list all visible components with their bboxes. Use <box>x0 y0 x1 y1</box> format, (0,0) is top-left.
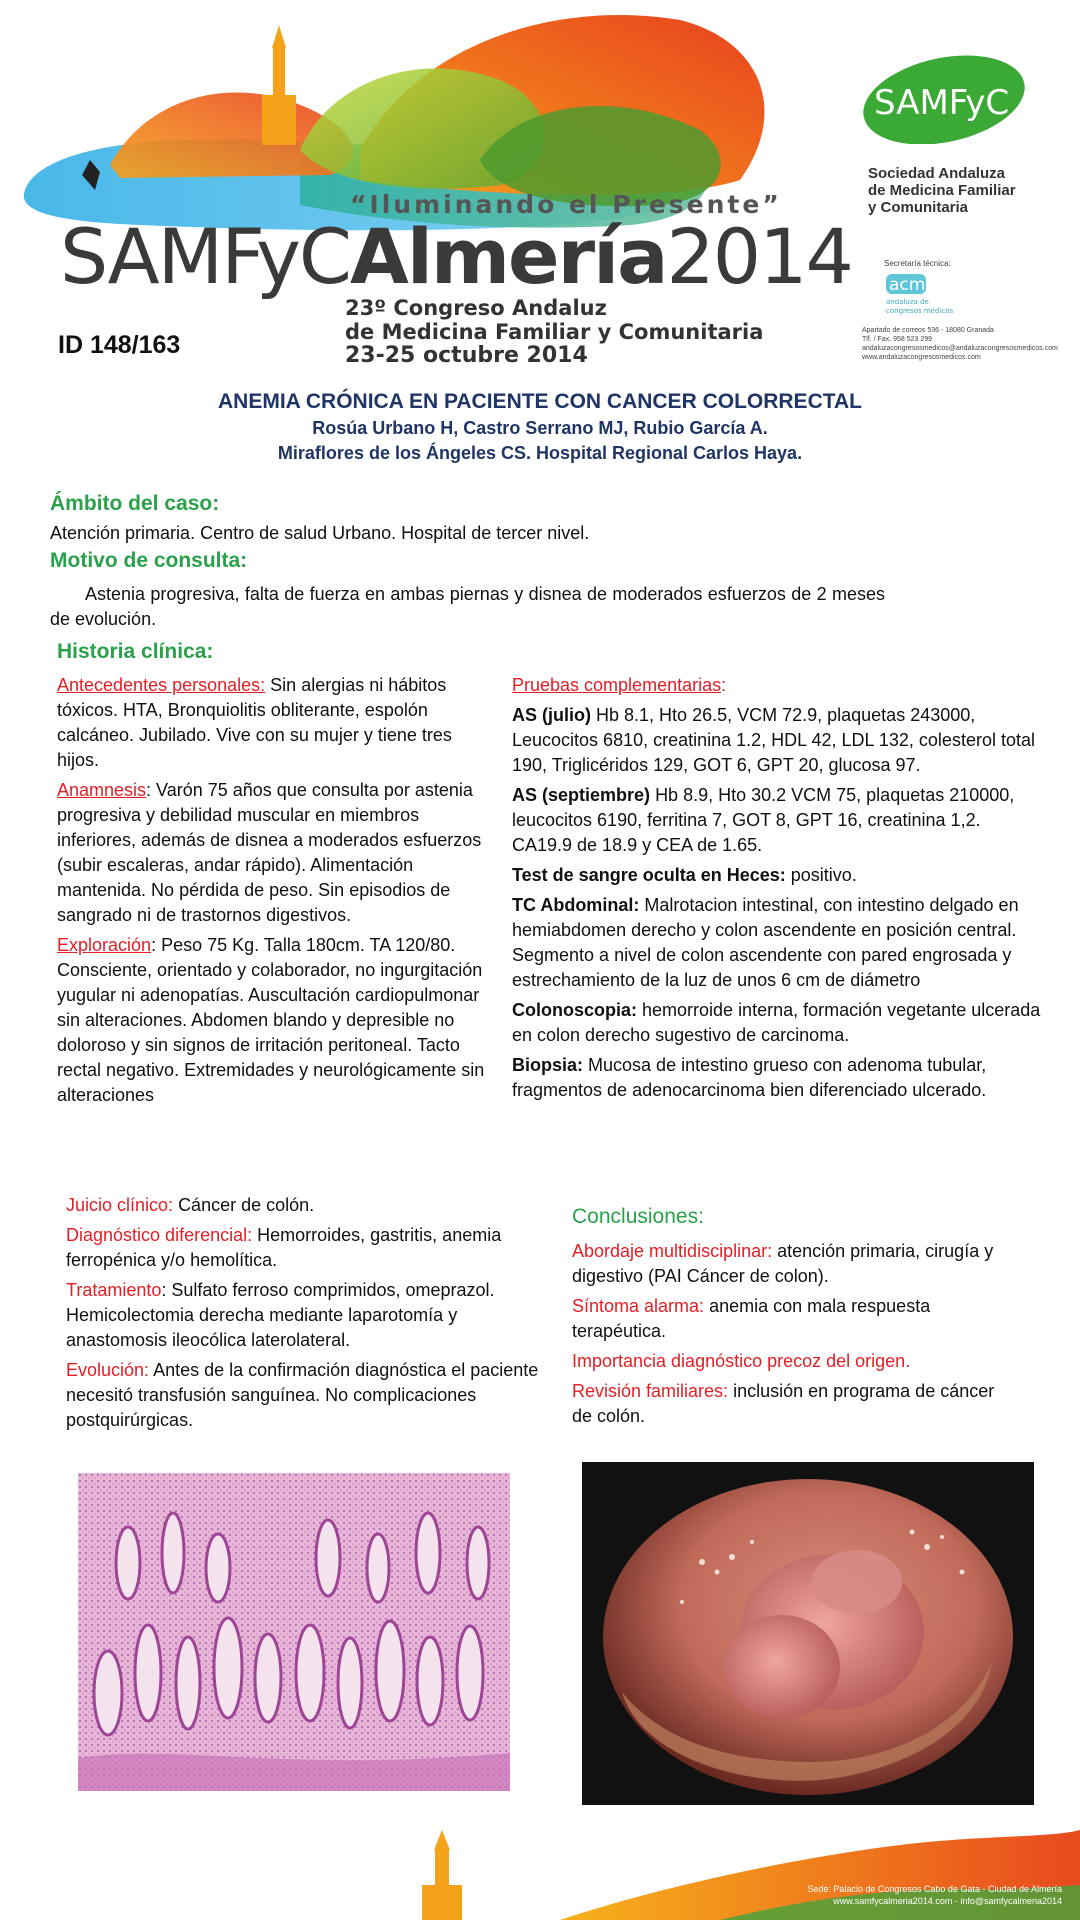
society-line-3: y Comunitaria <box>868 199 969 216</box>
antecedentes-label: Antecedentes personales: <box>57 675 266 695</box>
pruebas-column <box>512 673 1042 1108</box>
society-line-2: de Medicina Familiar <box>868 182 1016 199</box>
conclusiones-column <box>572 1239 1012 1434</box>
tratamiento-text: : Sulfato ferroso comprimidos, omeprazol. Hemicolectomia derecha mediante laparotomía y anastomosis ileocólica laterolateral. <box>66 1280 495 1350</box>
sintoma-label: Síntoma alarma: <box>572 1296 705 1316</box>
pruebas-label: Pruebas complementarias <box>512 675 722 695</box>
congress-line-2: de Medicina Familiar y Comunitaria <box>345 320 764 344</box>
importancia-paragraph <box>572 1349 1012 1374</box>
juicio-label: Juicio clínico: <box>66 1195 174 1215</box>
congress-line-1: 23º Congreso Andaluz <box>345 296 607 320</box>
histology-micrograph <box>78 1473 510 1791</box>
exploracion-label: Exploración <box>57 935 152 955</box>
motivo-heading: Motivo de consulta: <box>50 549 248 572</box>
congress-dates: 23-25 octubre 2014 <box>345 343 588 368</box>
colonoscopia-label: Colonoscopia: <box>512 1000 637 1020</box>
samfyc-logo <box>860 52 1028 144</box>
tc-abdominal-label: TC Abdominal: <box>512 895 640 915</box>
wordmark-almeria: Almería <box>350 212 667 301</box>
historia-heading: Historia clínica: <box>57 640 214 663</box>
tc-abdominal-paragraph <box>512 893 1042 993</box>
acm-tagline-2: congresos médicos <box>886 307 954 315</box>
footer-website-line: www.samfycalmeria2014.com - info@samfycalmeria2014 <box>833 1896 1062 1906</box>
congress-slogan: “Iluminando el Presente” <box>350 190 782 219</box>
ambito-text: Atención primaria. Centro de salud Urbano. Hospital de tercer nivel. <box>50 523 590 543</box>
poster-title: ANEMIA CRÓNICA EN PACIENTE CON CANCER COLORRECTAL <box>218 390 862 413</box>
pruebas-heading <box>512 673 1042 698</box>
as-julio-text: Hb 8.1, Hto 26.5, VCM 72.9, plaquetas 243000, Leucocitos 6810, creatinina 1.2, HDL 42, LDL 132, colesterol total 190, Triglicéridos 129, GOT 6, GPT 20, glucosa 97. <box>512 705 1035 775</box>
exploracion-text: : Peso 75 Kg. Talla 180cm. TA 120/80. Consciente, orientado y colaborador, no ingurgitación yugular ni adenopatías. Auscultación cardiopulmonar sin alteraciones. Abdomen blando y depresible no doloroso y sin signos de irritación peritoneal. Tacto rectal negativo. Extremidades y neurológicamente sin alteraciones <box>57 935 485 1105</box>
colonoscopia-text: hemorroide interna, formación vegetante ulcerada en colon derecho sugestivo de carcinoma. <box>512 1000 1041 1045</box>
poster-title-block <box>0 388 1080 466</box>
sangre-oculta-paragraph <box>512 863 1042 888</box>
motivo-text: Astenia progresiva, falta de fuerza en ambas piernas y disnea de moderados esfuerzos de 2 meses de evolución. <box>50 584 885 629</box>
secretaria-label: Secretaría técnica: <box>884 259 951 268</box>
colonoscopia-paragraph <box>512 998 1042 1048</box>
congress-wordmark <box>60 212 852 301</box>
revision-label: Revisión familiares: <box>572 1381 729 1401</box>
abordaje-label: Abordaje multidisciplinar: <box>572 1241 773 1261</box>
tc-abdominal-text: Malrotacion intestinal, con intestino delgado en hemiabdomen derecho y colon ascendente en posición central. Segmento a nivel de colon ascendente con pared engrosada y estrechamiento de la luz de unos 6 cm de diámetro <box>512 895 1019 990</box>
acm-logo <box>880 272 960 318</box>
society-line-1: Sociedad Andaluza <box>868 165 1005 182</box>
anamnesis-label: Anamnesis <box>57 780 147 800</box>
biopsia-label: Biopsia: <box>512 1055 584 1075</box>
samfyc-logo-text: SAMFyC <box>874 83 1010 123</box>
congress-info <box>345 296 763 368</box>
as-septiembre-paragraph <box>512 783 1042 858</box>
sangre-oculta-label: Test de sangre oculta en Heces: <box>512 865 786 885</box>
diferencial-paragraph <box>66 1223 548 1273</box>
anamnesis-text: : Varón 75 años que consulta por astenia progresiva y debilidad muscular en miembros inferiores, además de disnea a moderados esfuerzos (subir escaleras, andar rápido). Alimentación mantenida. No pérdida de peso. Sin episodios de sangrado ni de trastornos digestivos. <box>57 780 482 925</box>
juicio-text: Cáncer de colón. <box>178 1195 315 1215</box>
as-julio-paragraph <box>512 703 1042 778</box>
contact-website: www.andaluzacongresosmedicos.com <box>862 354 981 361</box>
tratamiento-paragraph <box>66 1278 548 1353</box>
juicio-paragraph <box>66 1193 548 1218</box>
anamnesis-paragraph <box>57 778 493 928</box>
tratamiento-label: Tratamiento <box>66 1280 162 1300</box>
conclusiones-heading: Conclusiones: <box>572 1205 704 1228</box>
sintoma-text: anemia con mala respuesta terapéutica. <box>572 1296 931 1341</box>
wordmark-year: 2014 <box>666 212 852 301</box>
biopsia-paragraph <box>512 1053 1042 1103</box>
footer-venue <box>807 1883 1062 1907</box>
ambito-heading: Ámbito del caso: <box>50 492 220 515</box>
secretaria-contact <box>862 326 1058 362</box>
society-name <box>868 165 1016 216</box>
sangre-oculta-text: positivo. <box>790 865 857 885</box>
poster-id: ID 148/163 <box>58 331 181 359</box>
evolucion-text: Antes de la confirmación diagnóstica el paciente necesitó transfusión sanguínea. No complicaciones postquirúrgicas. <box>66 1360 539 1430</box>
antecedentes-text: Sin alergias ni hábitos tóxicos. HTA, Bronquiolitis obliterante, espolón calcáneo. Jubilado. Vive con su mujer y tiene tres hijos. <box>57 675 452 770</box>
exploracion-paragraph <box>57 933 493 1108</box>
poster-authors: Rosúa Urbano H, Castro Serrano MJ, Rubio García A. <box>312 418 768 438</box>
contact-address: Apartado de correos 536 - 18080 Granada <box>862 327 994 334</box>
historia-left-column <box>57 673 493 1113</box>
sintoma-paragraph <box>572 1294 1012 1344</box>
revision-text: inclusión en programa de cáncer de colón. <box>572 1381 995 1426</box>
contact-phone: Tlf. / Fax. 958 523 299 <box>862 336 933 343</box>
antecedentes-paragraph <box>57 673 493 773</box>
diferencial-text: Hemorroides, gastritis, anemia ferropénica y/o hemolítica. <box>66 1225 502 1270</box>
evolucion-label: Evolución: <box>66 1360 150 1380</box>
contact-email: andaluzacongresosmedicos@andaluzacongresosmedicos.com <box>862 345 1058 352</box>
evolucion-paragraph <box>66 1358 548 1433</box>
abordaje-text: atención primaria, cirugía y digestivo (PAI Cáncer de colon). <box>572 1241 994 1286</box>
diagnostico-column <box>66 1193 548 1438</box>
revision-paragraph <box>572 1379 1012 1429</box>
abordaje-paragraph <box>572 1239 1012 1289</box>
acm-logo-text: acm <box>889 275 926 295</box>
as-julio-label: AS (julio) <box>512 705 591 725</box>
colonoscopy-image <box>582 1462 1034 1805</box>
poster-affiliation: Miraflores de los Ángeles CS. Hospital Regional Carlos Haya. <box>277 443 803 463</box>
acm-tagline-1: andaluza de <box>886 298 929 306</box>
wordmark-samfyc: SAMFyC <box>60 212 350 301</box>
as-septiembre-label: AS (septiembre) <box>512 785 651 805</box>
diferencial-label: Diagnóstico diferencial: <box>66 1225 253 1245</box>
as-septiembre-text: Hb 8.9, Hto 30.2 VCM 75, plaquetas 210000, leucocitos 6190, ferritina 7, GOT 8, GPT 16, creatinina 1,2. CA19.9 de 18.9 y CEA de 1.65. <box>512 785 1015 855</box>
footer-venue-line: Sede: Palacio de Congresos Cabo de Gata - Ciudad de Almería <box>807 1884 1062 1894</box>
biopsia-text: Mucosa de intestino grueso con adenoma tubular, fragmentos de adenocarcinoma bien diferenciado ulcerado. <box>512 1055 987 1100</box>
importancia-label: Importancia diagnóstico precoz del origen. <box>572 1351 911 1371</box>
pruebas-colon: : <box>721 675 727 695</box>
